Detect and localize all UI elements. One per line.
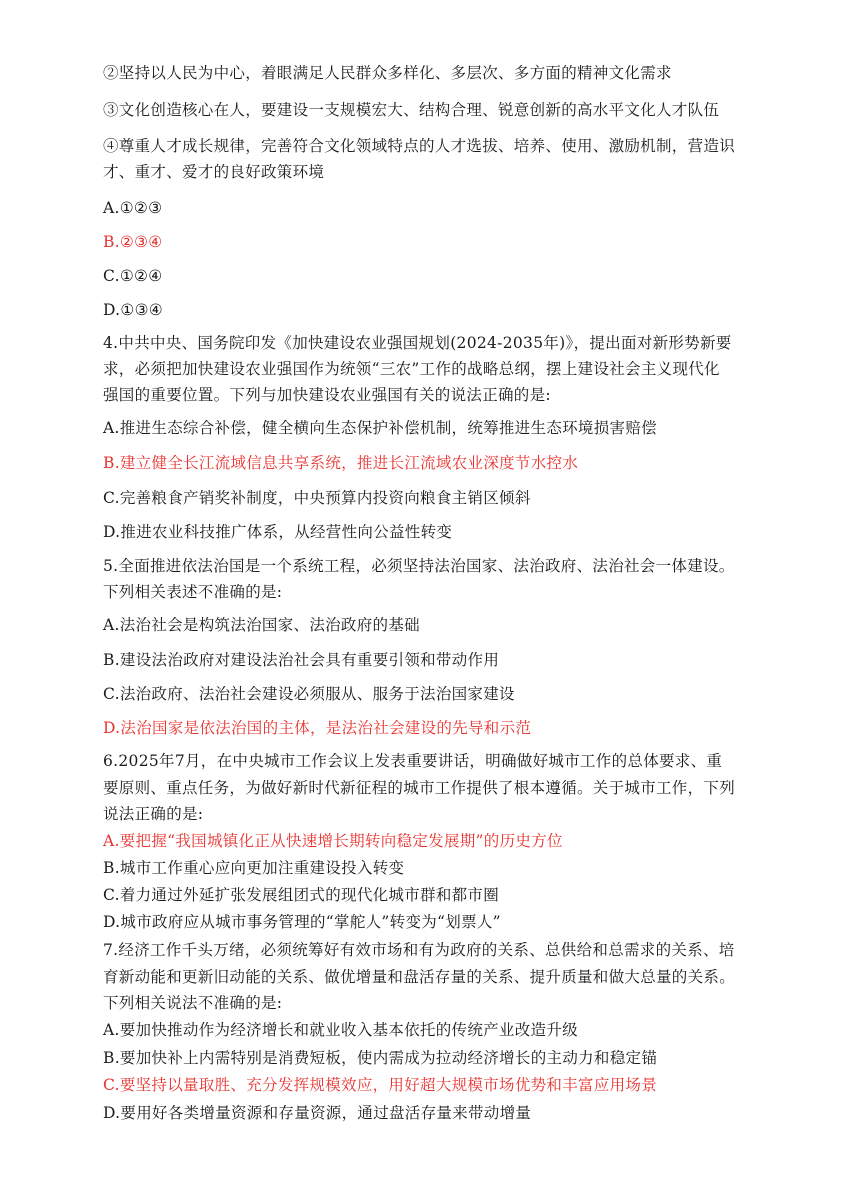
text-line: D.推进农业科技推广体系，从经营性向公益性转变	[103, 523, 453, 541]
text-line: 说法正确的是:	[103, 805, 204, 823]
text-line: B.建设法治政府对建设法治社会具有重要引领和带动作用	[103, 651, 500, 669]
text-line: B.城市工作重心应向更加注重建设投入转变	[103, 859, 405, 877]
answer-line: D.法治国家是依法治国的主体，是法治社会建设的先导和示范	[103, 719, 532, 737]
text-line: 4.中共中央、国务院印发《加快建设农业强国规划(2024-2035年)》，提出面对新形势新要	[103, 334, 732, 352]
text-line: 求，必须把加快建设农业强国作为统领“三农”工作的战略总纲，摆上建设社会主义现代化	[103, 360, 720, 378]
text-line: A.①②③	[103, 199, 163, 217]
text-line: C.着力通过外延扩张发展组团式的现代化城市群和都市圈	[103, 886, 500, 904]
text-line: 下列相关说法不准确的是:	[103, 994, 283, 1012]
answer-line: C.要坚持以量取胜、充分发挥规模效应，用好超大规模市场优势和丰富应用场景	[103, 1076, 658, 1094]
text-line: A.要加快推动作为经济增长和就业收入基本依托的传统产业改造升级	[103, 1021, 578, 1039]
text-line: ②坚持以人民为中心，着眼满足人民群众多样化、多层次、多方面的精神文化需求	[103, 64, 672, 82]
text-line: 强国的重要位置。下列与加快建设农业强国有关的说法正确的是:	[103, 386, 551, 404]
text-line: C.法治政府、法治社会建设必须服从、服务于法治国家建设	[103, 685, 515, 703]
text-line: 要原则、重点任务，为做好新时代新征程的城市工作提供了根本遵循。关于城市工作，下列	[103, 779, 736, 797]
answer-line: B.②③④	[103, 233, 163, 251]
text-line: B.要加快补上内需特别是消费短板，使内需成为拉动经济增长的主动力和稳定锚	[103, 1049, 658, 1067]
text-line: 7.经济工作千头万绪，必须统筹好有效市场和有为政府的关系、总供给和总需求的关系、培	[103, 941, 735, 959]
text-line: 育新动能和更新旧动能的关系、做优增量和盘活存量的关系、提升质量和做大总量的关系。	[103, 968, 736, 986]
answer-line: A.要把握“我国城镇化正从快速增长期转向稳定发展期”的历史方位	[103, 832, 563, 850]
text-line: ③文化创造核心在人，要建设一支规模宏大、结构合理、锐意创新的高水平文化人才队伍	[103, 101, 720, 119]
answer-line: B.建立健全长江流域信息共享系统，推进长江流域农业深度节水控水	[103, 454, 579, 472]
text-line: 5.全面推进依法治国是一个系统工程，必须坚持法治国家、法治政府、法治社会一体建设。	[103, 557, 735, 575]
text-line: D.要用好各类增量资源和存量资源，通过盘活存量来带动增量	[103, 1104, 532, 1122]
text-line: 下列相关表述不准确的是:	[103, 583, 283, 601]
text-line: A.推进生态综合补偿，健全横向生态保护补偿机制，统筹推进生态环境损害赔偿	[103, 419, 657, 437]
text-line: A.法治社会是构筑法治国家、法治政府的基础	[103, 616, 420, 634]
text-line: D.①③④	[103, 301, 163, 319]
text-line: C.①②④	[103, 267, 163, 285]
text-line: ④尊重人才成长规律，完善符合文化领域特点的人才选拔、培养、使用、激励机制，营造识	[103, 137, 736, 155]
text-line: C.完善粮食产销奖补制度，中央预算内投资向粮食主销区倾斜	[103, 489, 531, 507]
text-line: 才、重才、爱才的良好政策环境	[103, 163, 325, 181]
text-line: 6.2025年7月，在中央城市工作会议上发表重要讲话，明确做好城市工作的总体要求、重	[103, 752, 723, 770]
text-line: D.城市政府应从城市事务管理的“掌舵人”转变为“划票人”	[103, 913, 501, 931]
